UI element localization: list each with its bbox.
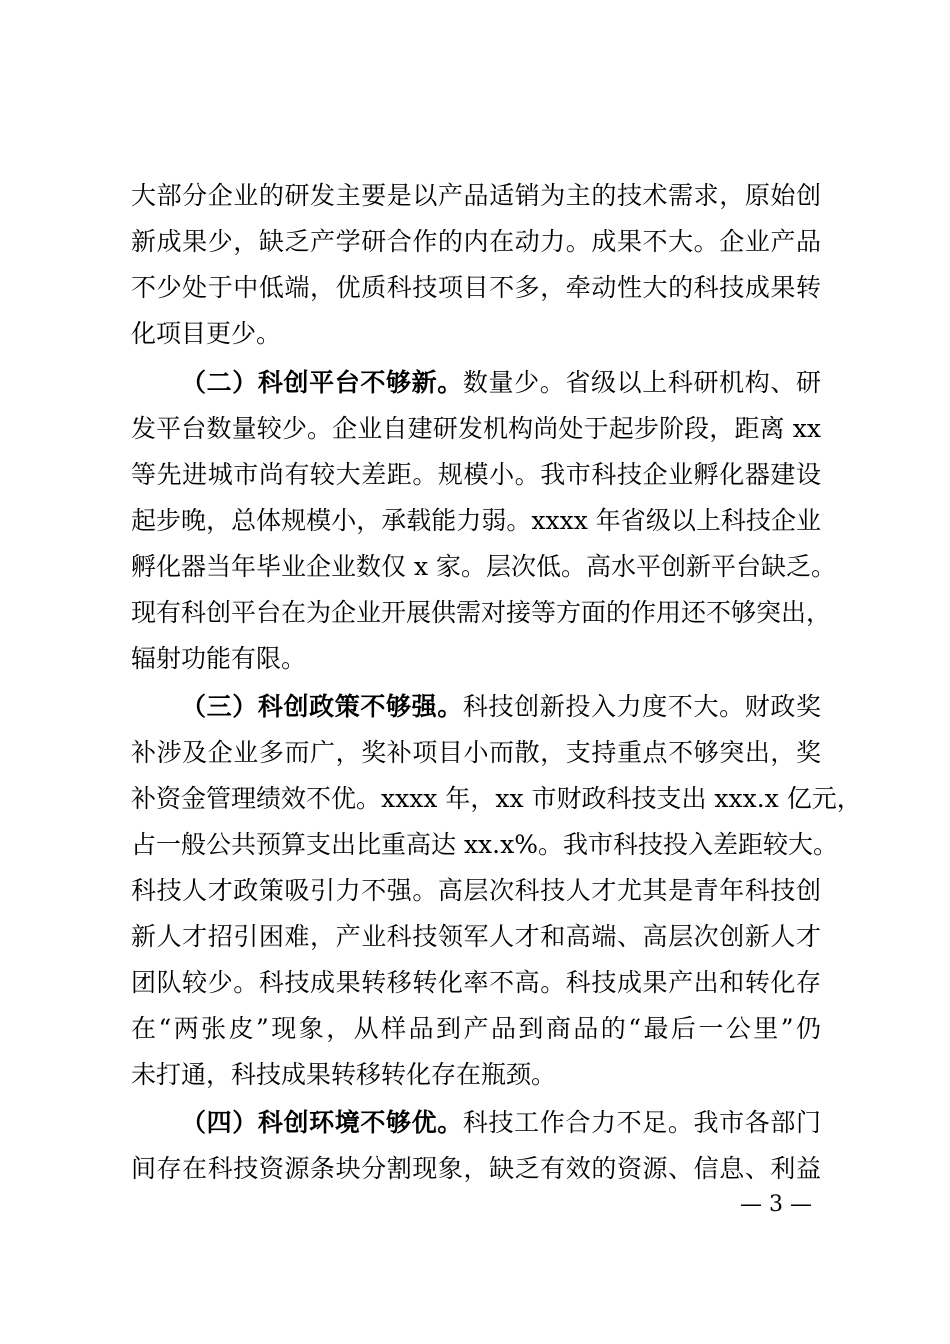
paragraph-line: 新人才招引困难，产业科技领军人才和高端、高层次创新人才 bbox=[131, 922, 821, 951]
paragraph-line: 辐射功能有限。 bbox=[131, 644, 307, 673]
paragraph-line: 补资金管理绩效不优。xxxx 年，xx 市财政科技支出 xxx.x 亿元， bbox=[131, 784, 862, 813]
page-number: — 3 — bbox=[740, 1192, 812, 1217]
paragraph-line: 新成果少，缺乏产学研合作的内在动力。成果不大。企业产品 bbox=[131, 227, 821, 256]
paragraph-line: 科技人才政策吸引力不强。高层次科技人才尤其是青年科技创 bbox=[131, 876, 821, 905]
paragraph-line: 占一般公共预算支出比重高达 xx.x%。我市科技投入差距较大。 bbox=[131, 830, 838, 859]
paragraph-line: 现有科创平台在为企业开展供需对接等方面的作用还不够突出， bbox=[131, 598, 832, 627]
paragraph-text: 科技创新投入力度不大。财政奖 bbox=[462, 692, 821, 721]
paragraph-line: 不少处于中低端，优质科技项目不多，牵动性大的科技成果转 bbox=[131, 273, 821, 302]
paragraph-line: 团队较少。科技成果转移转化率不高。科技成果产出和转化存 bbox=[131, 968, 821, 997]
paragraph-first-line bbox=[181, 1100, 821, 1146]
paragraph-line: 未打通，科技成果转移转化存在瓶颈。 bbox=[131, 1060, 557, 1089]
paragraph-line: 在“两张皮”现象，从样品到产品到商品的“最后一公里”仍 bbox=[131, 1014, 821, 1043]
paragraph-line: 化项目更少。 bbox=[131, 319, 282, 348]
paragraph-text: 科技工作合力不足。我市各部门 bbox=[462, 1108, 821, 1137]
section-heading: （二）科创平台不够新。 bbox=[181, 368, 463, 397]
paragraph-line: 孵化器当年毕业企业数仅 x 家。层次低。高水平创新平台缺乏。 bbox=[131, 552, 836, 581]
paragraph-line: 大部分企业的研发主要是以产品适销为主的技术需求，原始创 bbox=[131, 181, 821, 210]
paragraph-line: 等先进城市尚有较大差距。规模小。我市科技企业孵化器建设 bbox=[131, 460, 821, 489]
paragraph-line: 补涉及企业多而广，奖补项目小而散，支持重点不够突出，奖 bbox=[131, 738, 821, 767]
paragraph-line: 发平台数量较少。企业自建研发机构尚处于起步阶段，距离 xx bbox=[131, 414, 821, 443]
section-heading: （四）科创环境不够优。 bbox=[181, 1108, 463, 1137]
paragraph-line: 间存在科技资源条块分割现象，缺乏有效的资源、信息、利益 bbox=[131, 1154, 821, 1183]
paragraph-first-line bbox=[181, 360, 821, 406]
paragraph-text: 数量少。省级以上科研机构、研 bbox=[462, 368, 821, 397]
section-heading: （三）科创政策不够强。 bbox=[181, 692, 463, 721]
paragraph-line: 起步晚，总体规模小，承载能力弱。xxxx 年省级以上科技企业 bbox=[131, 506, 821, 535]
paragraph-first-line bbox=[181, 684, 821, 730]
